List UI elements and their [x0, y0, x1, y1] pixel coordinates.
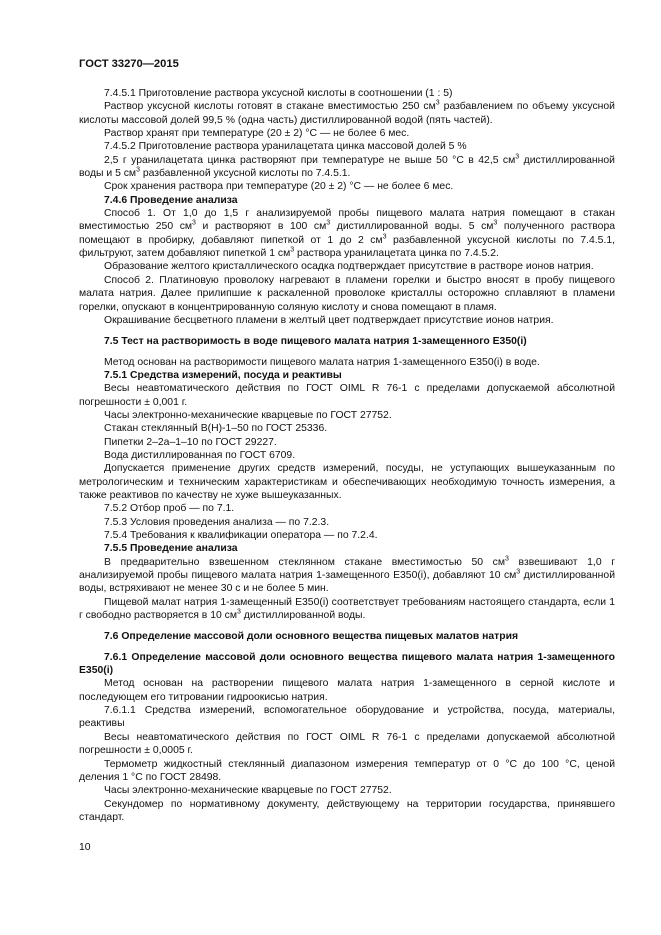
paragraph-clock: Часы электронно-механические кварцевые по ГОСТ 27752.: [104, 409, 392, 421]
superscript: 3: [435, 99, 440, 107]
paragraph-method-basis-7-6-1: Метод основан на растворении пищевого малата натрия 1-замещенного в серной кислоте и последующем его титровании гидроокисью натрия.: [79, 678, 615, 703]
paragraph-7-4-5-1: 7.4.5.1 Приготовление раствора уксусной кислоты в соотношении (1 : 5): [104, 88, 453, 99]
paragraph-method-1: Способ 1. От 1,0 до 1,5 г анализируемой пробы пищевого малата натрия помещают в стакан вместимостью 250 $см^3$ и растворяют в 100 $см^3$ дистиллированной воды. 5 $см^3$ полученного раствора помещают в пробирку, добавляют пипеткой от 1 до 2 $см^3$ разбавленной уксусной кислоты по 7.4.5.1, фильтруют, затем добавляют пипеткой 1 $см^3$ раствора уранилацетата цинка по 7.4.5.2.: [79, 208, 615, 260]
paragraph-clock-2: Часы электронно-механические кварцевые по ГОСТ 27752.: [104, 785, 392, 797]
paragraph-thermometer: Термометр жидкостный стеклянный диапазоном измерения температур от 0 °С до 100 °С, ценой деления 1 °С по ГОСТ 28498.: [79, 758, 615, 783]
paragraph-storage: Раствор хранят при температуре (20 ± 2) °С — не более 6 мес.: [104, 128, 410, 140]
paragraph-scales-00005: Весы неавтоматического действия по ГОСТ OIML R 76-1 с пределами допускаемой абсолютной погрешности ± 0,0005 г.: [79, 731, 615, 757]
page-number: 10: [79, 842, 91, 853]
heading-7-6: 7.6 Определение массовой доли основного вещества пищевых малатов натрия: [104, 631, 519, 643]
paragraph-7-6-1-1: 7.6.1.1 Средства измерений, вспомогательное оборудование и устройства, посуда, материалы, реактивы: [79, 705, 615, 730]
superscript: 3: [136, 166, 140, 174]
superscript: 3: [236, 608, 241, 616]
paragraph-shelf-life: Срок хранения раствора при температуре (20 ± 2) °С — не более 6 мес.: [104, 181, 454, 193]
heading-7-5-1: 7.5.1 Средства измерений, посуда и реактивы: [104, 369, 342, 381]
paragraph-beaker: Стакан стеклянный В(Н)-1–50 по ГОСТ 25336.: [104, 423, 328, 435]
paragraph-7-5-2: 7.5.2 Отбор проб — по 7.1.: [104, 503, 235, 515]
superscript: 3: [326, 219, 331, 227]
paragraph-distilled-water: Вода дистиллированная по ГОСТ 6709.: [104, 449, 296, 461]
paragraph-method-2: Способ 2. Платиновую проволоку нагревают в пламени горелки и быстро вносят в пробу пищевого малата натрия. Далее прилипшие к раскаленной проволоке кристаллы осторожно сплавляют в пламени горелки, опускают в концентрированную соляную кислоту и снова помещают в пламя.: [79, 274, 615, 313]
document-body: [79, 87, 615, 824]
document-page: [79, 57, 615, 917]
paragraph-7-5-4: 7.5.4 Требования к квалификации оператора — по 7.2.4.: [104, 530, 378, 541]
paragraph-yellow-flame: Окрашивание бесцветного пламени в желтый цвет подтверждает присутствие ионов натрия.: [104, 314, 554, 326]
paragraph-7-4-5-2: 7.4.5.2 Приготовление раствора уранилацетата цинка массовой долей 5 %: [104, 141, 467, 153]
paragraph-stopwatch: Секундомер по нормативному документу, действующему на территории государства, принявшего стандарт.: [79, 798, 615, 823]
document-header: ГОСТ 33270—2015: [79, 58, 179, 70]
paragraph-other-instruments: Допускается применение других средств измерений, посуды, не уступающих вышеуказанным по метрологическим и техническим характеристикам и обеспечивающих необходимую точность измерения, а также реактивов по качеству не хуже вышеуказанных.: [79, 463, 615, 501]
paragraph-conformity: Пищевой малат натрия 1-замещенный Е350(i) соответствует требованиям настоящего стандарта, если 1 г свободно растворяется в 10 $см^3$ дистиллированной воды.: [79, 596, 615, 622]
heading-7-5-5: 7.5.5 Проведение анализа: [104, 543, 238, 555]
paragraph-acetic-solution: Раствор уксусной кислоты готовят в стакане вместимостью 250 $см^3$ разбавлением по объему уксусной кислоты массовой долей 99,5 % (одна часть) дистиллированной водой (пять частей).: [79, 99, 615, 126]
heading-7-4-6: 7.4.6 Проведение анализа: [104, 194, 238, 206]
heading-7-5: 7.5 Тест на растворимость в воде пищевого малата натрия 1-замещенного Е350(i): [104, 336, 527, 348]
paragraph-zinc-uranyl: 2,5 г уранилацетата цинка растворяют при температуре не выше 50 °С в 42,5 $см^3$ дистиллированной воды и 5 $см^3$ разбавленной уксусной кислоты по 7.4.5.1.: [79, 153, 615, 180]
paragraph-method-basis-7-5: Метод основан на растворимости пищевого малата натрия 1-замещенного Е350(i) в воде.: [104, 356, 540, 368]
superscript: 3: [382, 233, 387, 241]
superscript: 3: [290, 246, 295, 254]
superscript: 3: [192, 219, 196, 227]
paragraph-yellow-precipitate: Образование желтого кристаллического осадка подтверждает присутствие в растворе ионов натрия.: [104, 261, 594, 273]
superscript: 3: [515, 153, 520, 161]
heading-7-6-1: 7.6.1 Определение массовой доли основного вещества пищевого малата натрия 1-замещенного Е350(i): [79, 651, 615, 677]
superscript: 3: [493, 219, 498, 227]
paragraph-weighing: В предварительно взвешенном стеклянном стакане вместимостью 50 $см^3$ взвешивают 1,0 г анализируемой пробы пищевого малата натрия 1-замещенного Е350(i), добавляют 10 $см^3$ дистиллированной воды, встряхивают не менее 30 с и не более 5 мин.: [79, 555, 615, 595]
superscript: 3: [505, 555, 509, 563]
paragraph-scales-0001: Весы неавтоматического действия по ГОСТ OIML R 76-1 с пределами допускаемой абсолютной погрешности ± 0,001 г.: [79, 383, 615, 408]
paragraph-7-5-3: 7.5.3 Условия проведения анализа — по 7.2.3.: [104, 516, 330, 528]
paragraph-pipettes: Пипетки 2–2а–1–10 по ГОСТ 29227.: [104, 436, 277, 448]
superscript: 3: [516, 568, 521, 576]
